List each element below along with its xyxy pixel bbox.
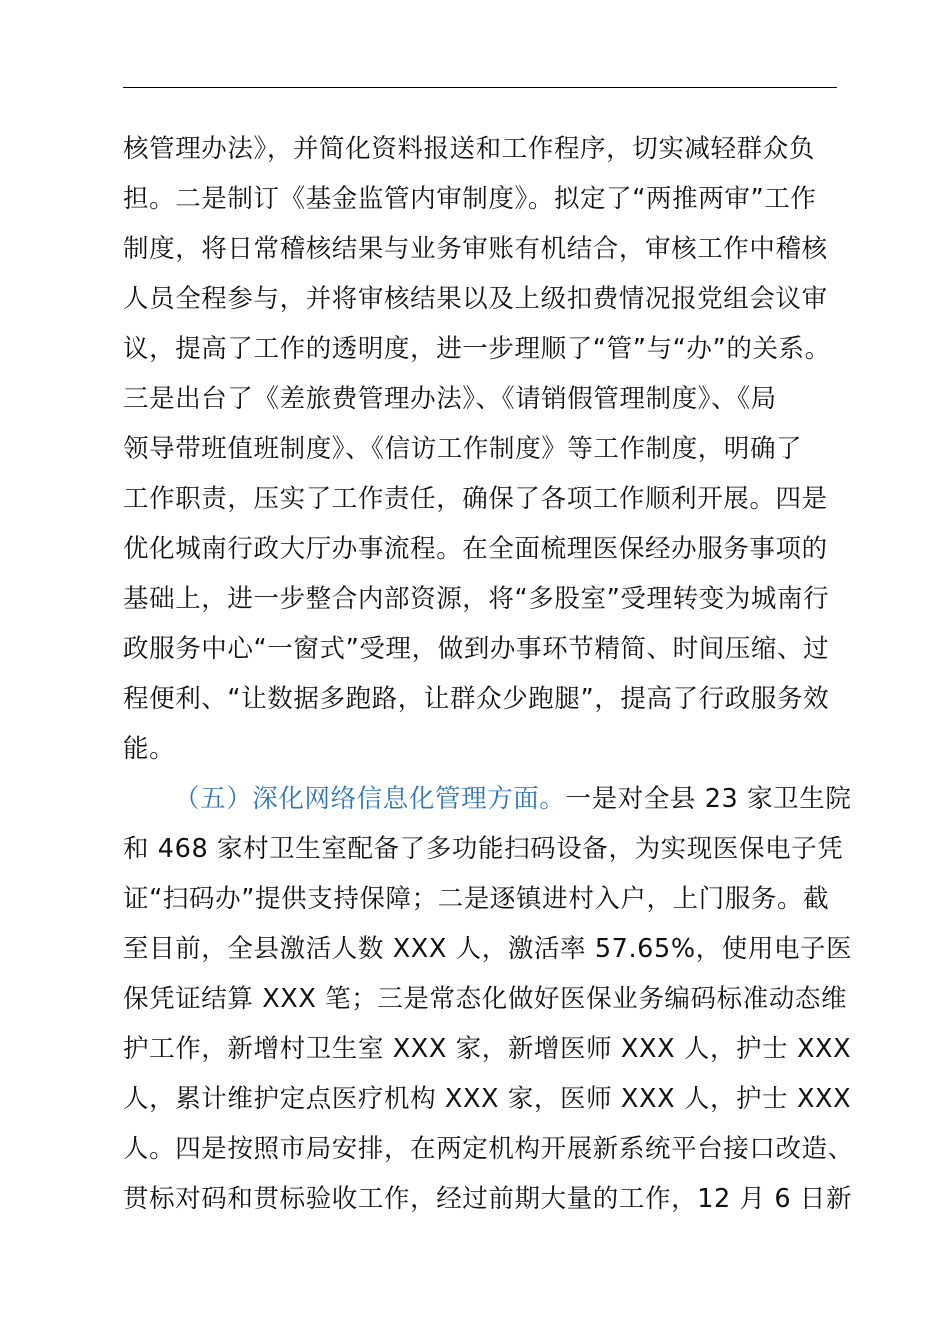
body-line: 基础上，进一步整合内部资源，将“多股室”受理转变为城南行 bbox=[123, 584, 830, 614]
body-line: 工作职责，压实了工作责任，确保了各项工作顺利开展。四是 bbox=[123, 484, 828, 514]
section-line: 人。四是按照市局安排，在两定机构开展新系统平台接口改造、 bbox=[123, 1134, 854, 1164]
section-line: 贯标对码和贯标验收工作，经过前期大量的工作，12 月 6 日新 bbox=[123, 1184, 853, 1214]
body-line: 三是出台了《差旅费管理办法》、《请销假管理制度》、《局 bbox=[123, 384, 777, 414]
section-heading: （五）深化网络信息化管理方面。 bbox=[174, 784, 566, 814]
document-body bbox=[123, 124, 854, 1224]
body-line: 议，提高了工作的透明度，进一步理顺了“管”与“办”的关系。 bbox=[123, 334, 831, 364]
body-line: 能。 bbox=[123, 734, 176, 764]
section-line: 保凭证结算 XXX 笔；三是常态化做好医保业务编码标准动态维 bbox=[123, 984, 848, 1014]
section-line: 护工作，新增村卫生室 XXX 家，新增医师 XXX 人，护士 XXX bbox=[123, 1034, 852, 1064]
section-first-line-text: 一是对全县 23 家卫生院 bbox=[565, 784, 852, 814]
body-line: 人员全程参与，并将审核结果以及上级扣费情况报党组会议审 bbox=[123, 284, 828, 314]
header-rule bbox=[123, 87, 837, 88]
section-line: 人，累计维护定点医疗机构 XXX 家，医师 XXX 人，护士 XXX bbox=[123, 1084, 852, 1114]
body-line: 制度，将日常稽核结果与业务审账有机结合，审核工作中稽核 bbox=[123, 234, 828, 264]
section-line: 证“扫码办”提供支持保障；二是逐镇进村入户，上门服务。截 bbox=[123, 884, 830, 914]
body-line: 程便利、“让数据多跑路，让群众少跑腿”，提高了行政服务效 bbox=[123, 684, 830, 714]
body-line: 领导带班值班制度》、《信访工作制度》等工作制度，明确了 bbox=[123, 434, 803, 464]
body-line: 担。二是制订《基金监管内审制度》。拟定了“两推两审”工作 bbox=[123, 184, 817, 214]
section-line: 和 468 家村卫生室配备了多功能扫码设备，为实现医保电子凭 bbox=[123, 834, 844, 864]
body-line: 政服务中心“一窗式”受理，做到办事环节精简、时间压缩、过 bbox=[123, 634, 830, 664]
section-first-line bbox=[123, 774, 852, 824]
body-line: 核管理办法》，并简化资料报送和工作程序，切实减轻群众负 bbox=[123, 134, 815, 164]
body-line: 优化城南行政大厅办事流程。在全面梳理医保经办服务事项的 bbox=[123, 534, 828, 564]
section-line: 至目前，全县激活人数 XXX 人，激活率 57.65%，使用电子医 bbox=[123, 934, 853, 964]
